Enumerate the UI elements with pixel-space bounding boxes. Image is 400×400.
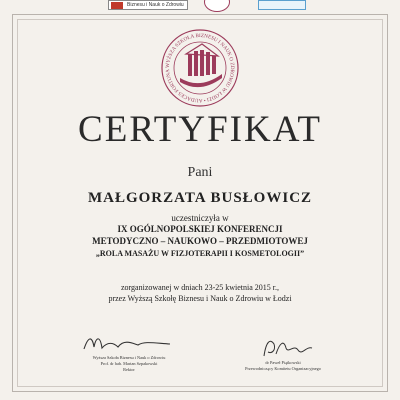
recipient-name: MAŁGORZATA BUSŁOWICZ — [87, 190, 313, 206]
sponsor-logo-left — [108, 0, 188, 10]
university-seal — [160, 28, 240, 108]
signature-block-right — [228, 360, 338, 372]
signature-block-left — [74, 355, 184, 373]
signature-right-line2: Przewodniczący Komitetu Organizacyjnego — [245, 366, 321, 371]
sponsor-logo-seal — [204, 0, 230, 12]
seal-ring-text: WYŻSZA SZKOŁA BIZNESU I NAUK O ZDROWIU W ŁODZI • AUDACES FORTUNA — [164, 32, 236, 104]
signature-left-line3: Rektor — [123, 367, 135, 372]
conference-type: METODYCZNO – NAUKOWO – PRZEDMIOTOWEJ — [92, 236, 308, 246]
logo-red-block — [111, 2, 123, 9]
signature-left-line2: Prof. dr hab. Marian Szpakowski — [100, 361, 158, 366]
participation-text: uczestniczyła w — [171, 213, 229, 223]
signature-left-line1: Wyższa Szkoła Biznesu i Nauk o Zdrowiu — [92, 355, 166, 360]
conference-name: IX OGÓLNOPOLSKIEJ KONFERENCJI — [117, 224, 283, 234]
logo-left-text: Biznesu i Nauk o Zdrowiu — [127, 2, 184, 8]
salutation: Pani — [187, 165, 213, 180]
seal-emblem — [180, 44, 222, 87]
signature-right-line1: dr Paweł Piątkowski — [265, 360, 301, 365]
handwritten-signature-right — [228, 334, 338, 360]
conference-dates: zorganizowanej w dniach 23-25 kwietnia 2015 r., — [120, 283, 280, 292]
header-logos — [0, 0, 400, 16]
organizer: przez Wyższą Szkołę Biznesu i Nauk o Zdrowiu w Łodzi — [108, 294, 292, 303]
sponsor-logo-right — [258, 0, 306, 10]
handwritten-signature-left — [74, 331, 184, 355]
certificate-title: CERTYFIKAT — [78, 109, 322, 150]
conference-topic: „ROLA MASAŻU W FIZJOTERAPII I KOSMETOLOGII” — [95, 249, 305, 258]
